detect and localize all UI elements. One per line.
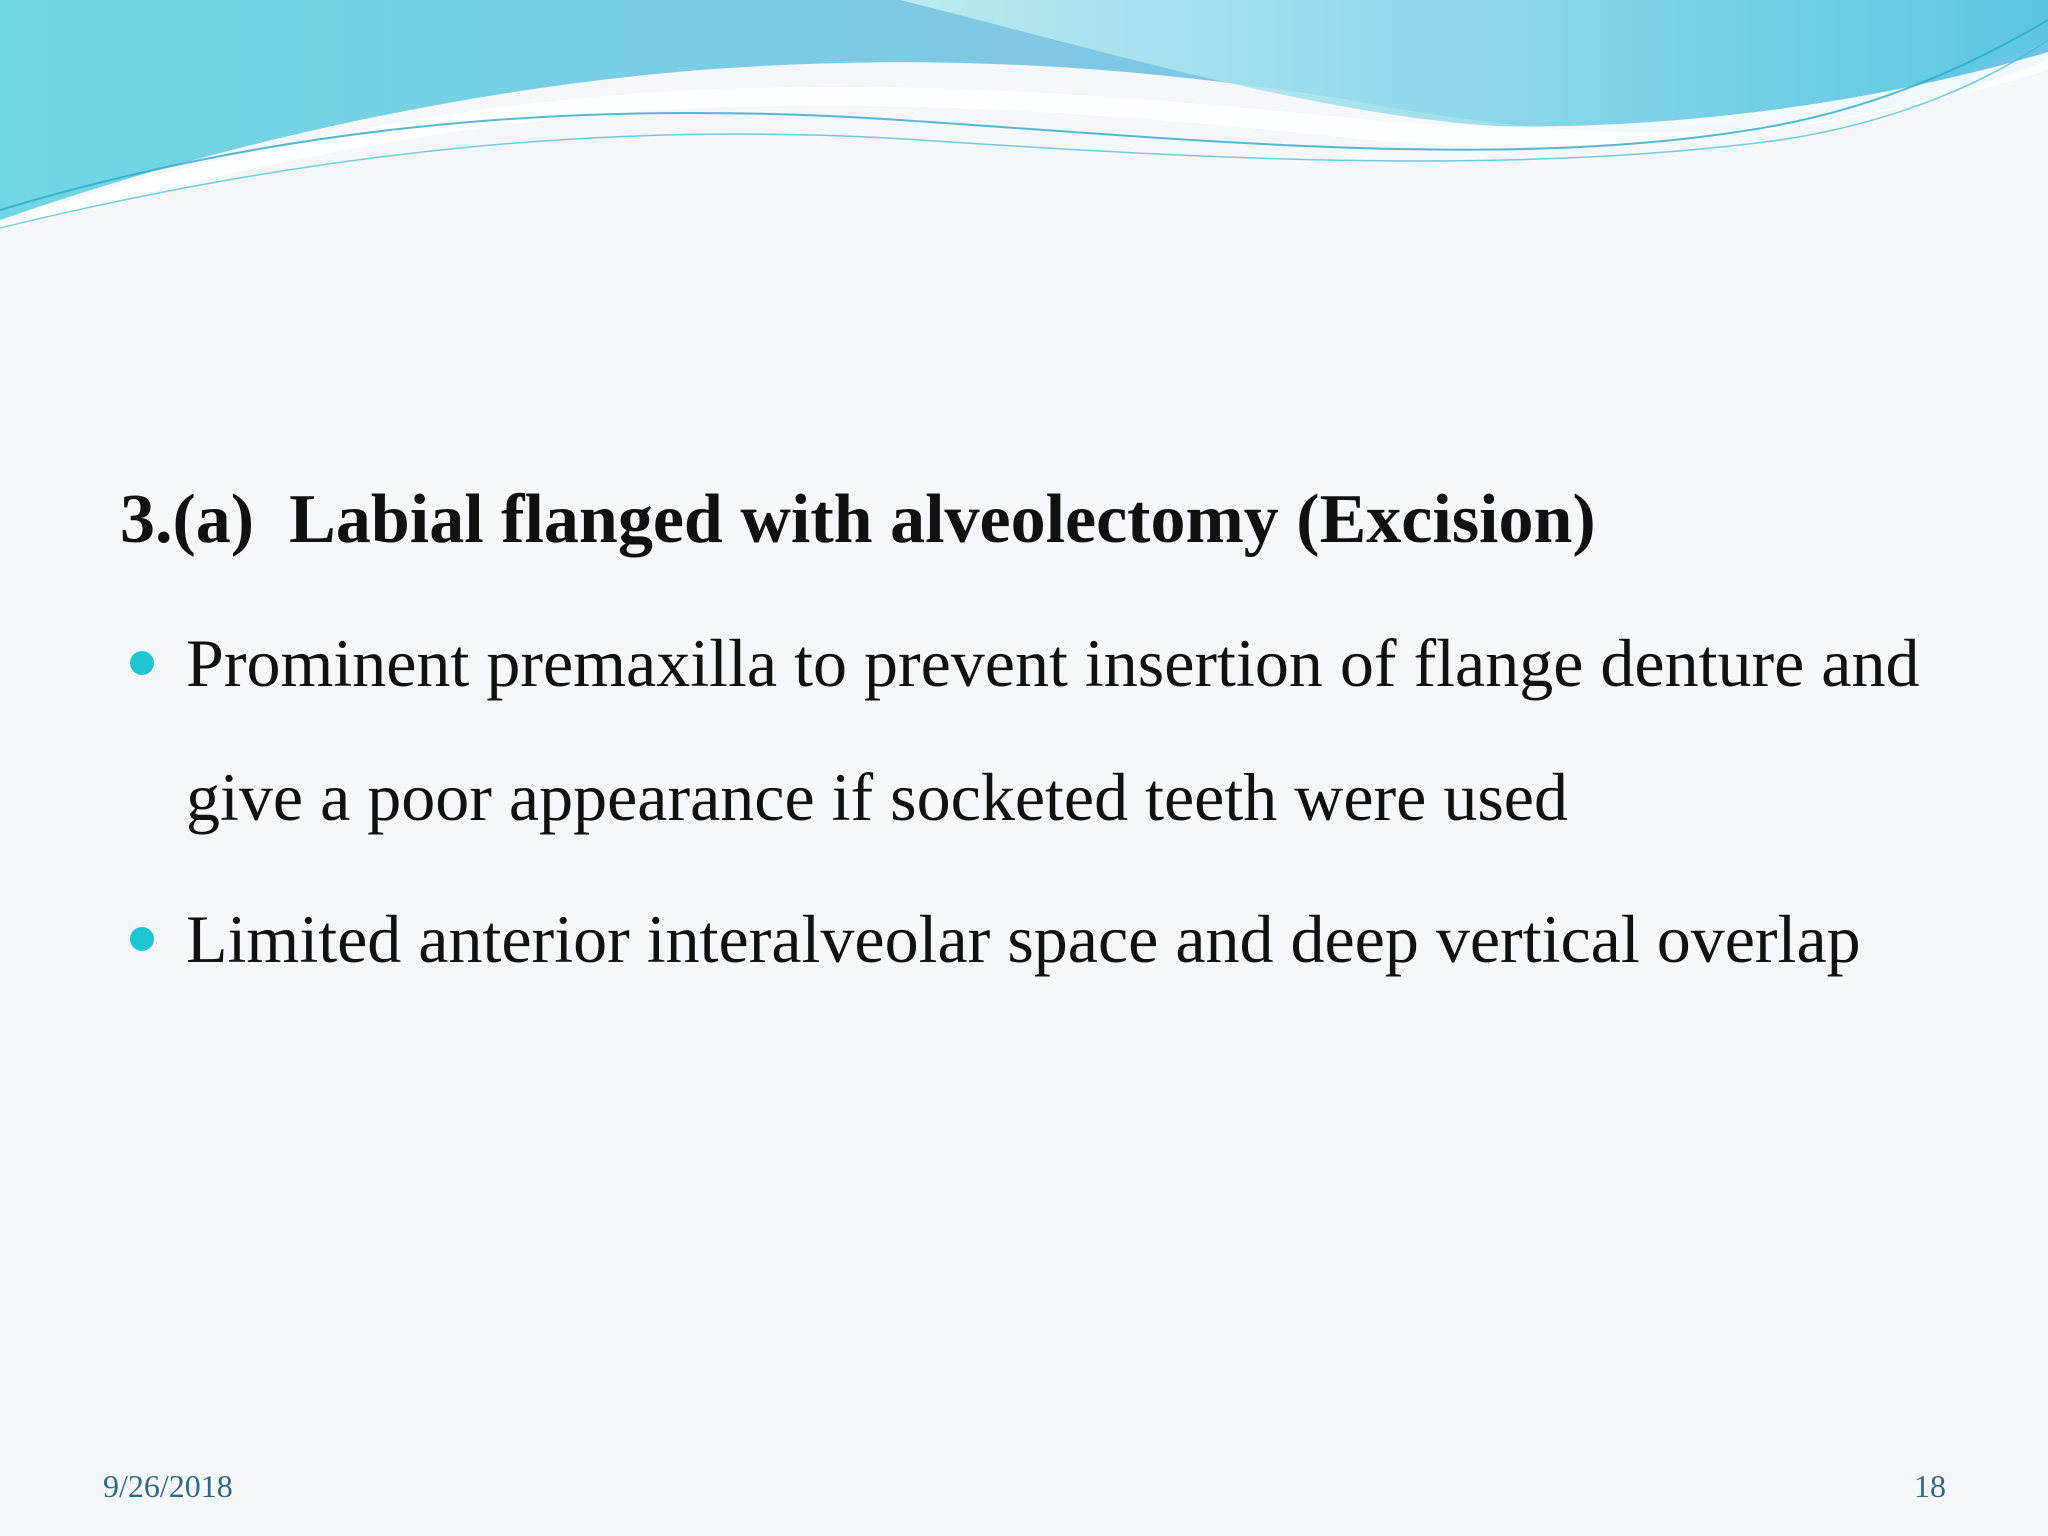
footer-page-number: 18 xyxy=(1914,1468,1946,1504)
bullet-text: Limited anterior interalveolar space and deep vertical overlap xyxy=(186,901,1861,977)
slide-heading xyxy=(120,470,1920,570)
bullet-item xyxy=(120,872,1920,1006)
header-wave-decoration xyxy=(0,0,2048,240)
bullet-text: Prominent premaxilla to prevent insertion of flange denture and give a poor appearance if socketed teeth were used xyxy=(186,625,1920,835)
heading-number: 3.(a) xyxy=(120,481,255,558)
heading-text: Labial flanged with alveolectomy (Excision) xyxy=(289,481,1596,558)
slide-content xyxy=(120,470,1920,1014)
bullet-item xyxy=(120,596,1920,864)
footer-date: 9/26/2018 xyxy=(103,1468,233,1504)
bullet-list xyxy=(120,596,1920,1006)
bullet-dot-icon xyxy=(130,927,154,951)
bullet-dot-icon xyxy=(130,651,154,675)
